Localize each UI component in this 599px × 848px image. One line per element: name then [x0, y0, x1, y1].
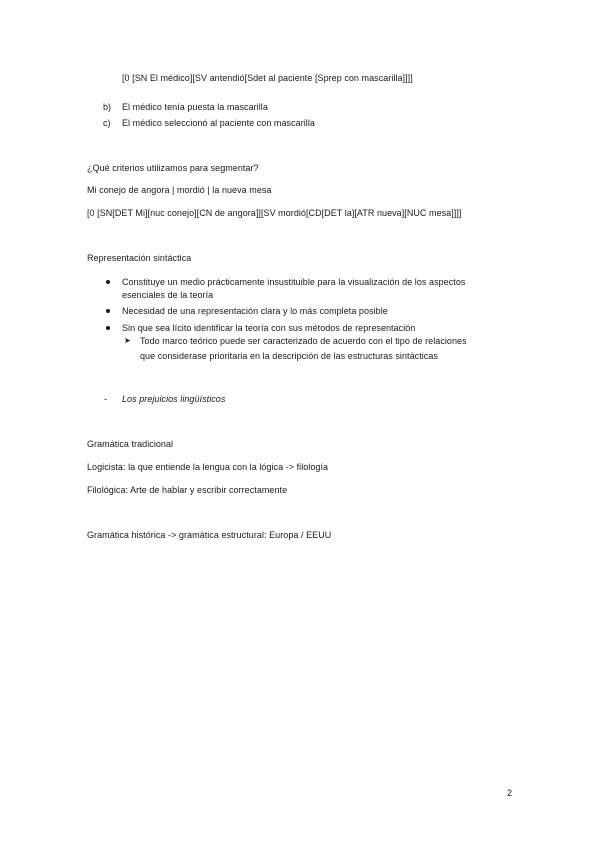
list-marker-c: c) — [103, 118, 111, 128]
section-title-representation: Representación sintáctica — [87, 253, 192, 263]
list-item-c: El médico seleccionó al paciente con mascarilla — [122, 118, 315, 128]
dash-item-prejudices: Los prejuicios lingüísticos — [122, 394, 226, 404]
sub-bullet-line-2: que considerase prioritaria en la descripción de las estructuras sintácticas — [140, 351, 438, 361]
arrow-bullet-icon: ➤ — [124, 336, 131, 345]
dash-marker: - — [104, 394, 107, 404]
example-sentence: Mi conejo de angora | mordió | la nueva mesa — [87, 185, 272, 195]
segmentation-line-2: [0 [SN[DET Mi][nuc conejo][CN de angora]][SV mordió[CD[DET la][ATR nueva][NUC mesa]]]] — [87, 208, 462, 218]
bullet-item-3: Sin que sea lícito identificar la teoría con sus métodos de representación — [122, 323, 416, 333]
list-item-b: El médico tenía puesta la mascarilla — [122, 102, 268, 112]
list-marker-b: b) — [103, 102, 112, 112]
historical-grammar-line: Gramática histórica -> gramática estructural: Europa / EEUU — [87, 530, 332, 540]
bullet-item-2: Necesidad de una representación clara y lo más completa posible — [122, 306, 388, 316]
bullet-dot — [106, 309, 110, 313]
section-title-grammar: Gramática tradicional — [87, 439, 174, 449]
segmentation-line-1: [0 [SN El médico][SV antendió[Sdet al paciente [Sprep con mascarilla]]]] — [122, 73, 413, 83]
philological-definition: Filológica: Arte de hablar y escribir correctamente — [87, 485, 288, 495]
logicist-definition: Logicista: la que entiende la lengua con la lógica -> filología — [87, 462, 329, 472]
sub-bullet-line-1: Todo marco teórico puede ser caracterizado de acuerdo con el tipo de relaciones — [140, 336, 467, 346]
bullet-item-1-continued: esenciales de la teoría — [122, 290, 214, 300]
page-number: 2 — [507, 788, 513, 798]
bullet-dot — [106, 280, 110, 284]
question-line: ¿Qué criterios utilizamos para segmentar? — [87, 163, 259, 173]
bullet-dot — [106, 326, 110, 330]
bullet-item-1: Constituye un medio prácticamente insustituible para la visualización de los aspectos — [122, 277, 466, 287]
